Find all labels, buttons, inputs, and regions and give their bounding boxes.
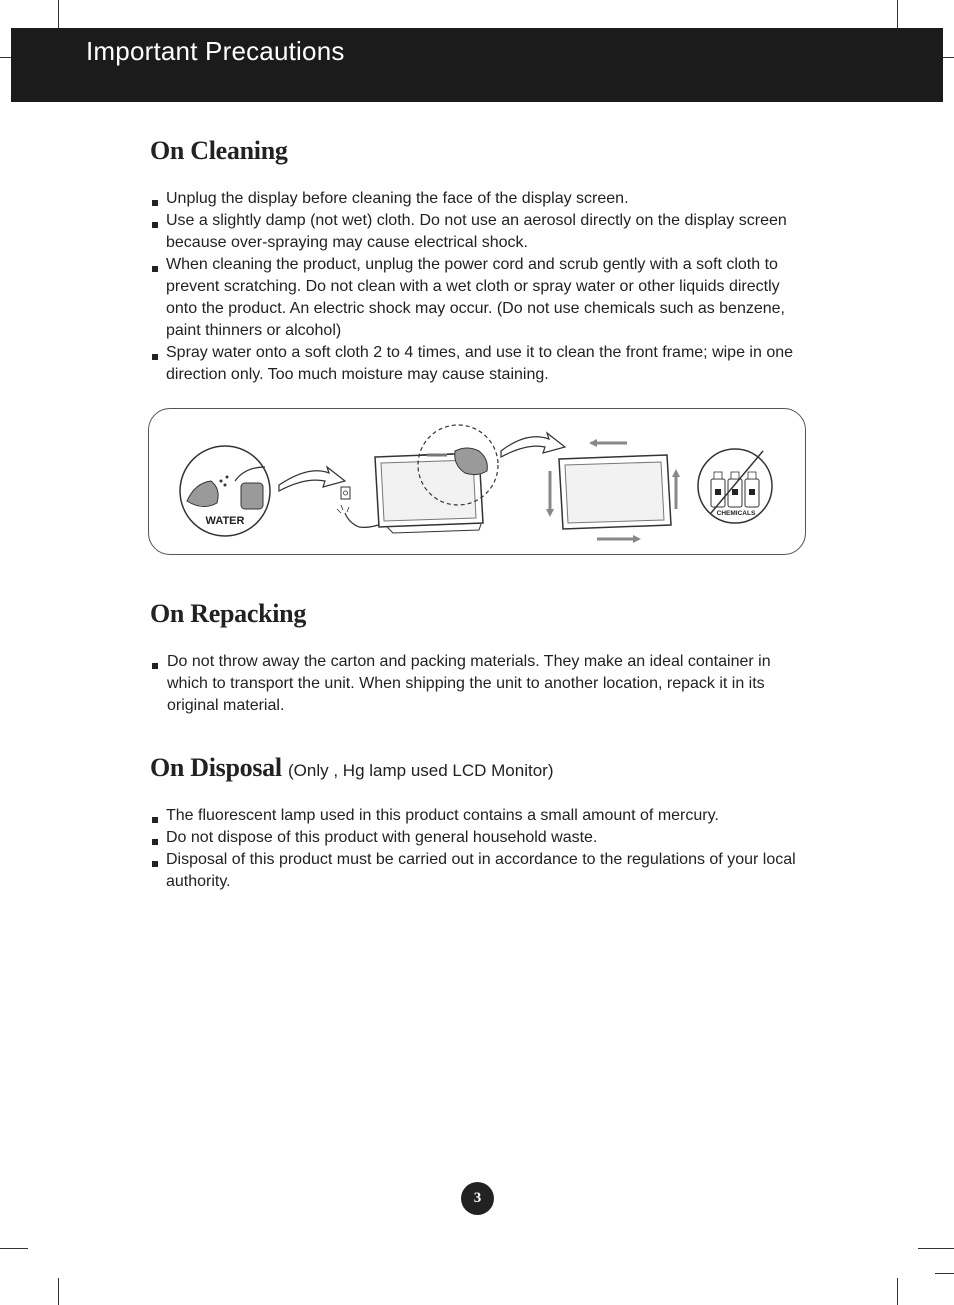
crop-mark bbox=[0, 57, 11, 58]
crop-mark bbox=[897, 0, 898, 28]
list-item: Unplug the display before cleaning the face of the display screen. bbox=[150, 188, 810, 210]
page-header-title: Important Precautions bbox=[86, 36, 345, 66]
cleaning-title: On Cleaning bbox=[150, 136, 288, 165]
list-item: Do not dispose of this product with general household waste. bbox=[150, 827, 810, 849]
crop-mark bbox=[0, 1248, 28, 1249]
list-item: Use a slightly damp (not wet) cloth. Do not use an aerosol directly on the display screen because over-spraying may cause electrical shock. bbox=[150, 210, 810, 254]
list-item: The fluorescent lamp used in this product contains a small amount of mercury. bbox=[150, 805, 810, 827]
page-number: 3 bbox=[461, 1182, 494, 1215]
cleaning-illustration bbox=[148, 408, 806, 555]
disposal-title bbox=[150, 753, 554, 783]
disposal-title-text: On Disposal bbox=[150, 753, 282, 782]
cleaning-list bbox=[150, 188, 810, 386]
list-item: When cleaning the product, unplug the power cord and scrub gently with a soft cloth to prevent scratching. Do not clean with a wet cloth or spray water or other liquids directly onto the product. An electric shock may occur. (Do not use chemicals such as benzene, paint thinners or alcohol) bbox=[150, 254, 810, 342]
list-item: Disposal of this product must be carried out in accordance to the regulations of your local authority. bbox=[150, 849, 810, 893]
no-chemicals-icon bbox=[698, 449, 772, 523]
list-item: Spray water onto a soft cloth 2 to 4 times, and use it to clean the front frame; wipe in one direction only. Too much moisture may cause staining. bbox=[150, 342, 810, 386]
list-item: Do not throw away the carton and packing materials. They make an ideal container in which to transport the unit. When shipping the unit to another location, repack it in its original material. bbox=[150, 651, 810, 717]
crop-mark bbox=[897, 1278, 898, 1305]
disposal-list bbox=[150, 805, 810, 893]
monitor-icon bbox=[559, 455, 671, 529]
chemicals-label: CHEMICALS bbox=[716, 510, 756, 517]
disposal-subtitle: (Only , Hg lamp used LCD Monitor) bbox=[288, 761, 554, 780]
arrow-icon bbox=[501, 433, 565, 457]
crop-mark bbox=[918, 1248, 954, 1249]
crop-mark bbox=[58, 1278, 59, 1305]
repacking-list bbox=[150, 651, 810, 717]
water-label: WATER bbox=[205, 515, 245, 527]
water-spray-icon bbox=[180, 446, 270, 536]
repacking-title: On Repacking bbox=[150, 599, 307, 628]
crop-mark bbox=[935, 1273, 954, 1274]
crop-mark bbox=[943, 57, 954, 58]
crop-mark bbox=[58, 0, 59, 28]
arrow-icon bbox=[279, 467, 345, 491]
